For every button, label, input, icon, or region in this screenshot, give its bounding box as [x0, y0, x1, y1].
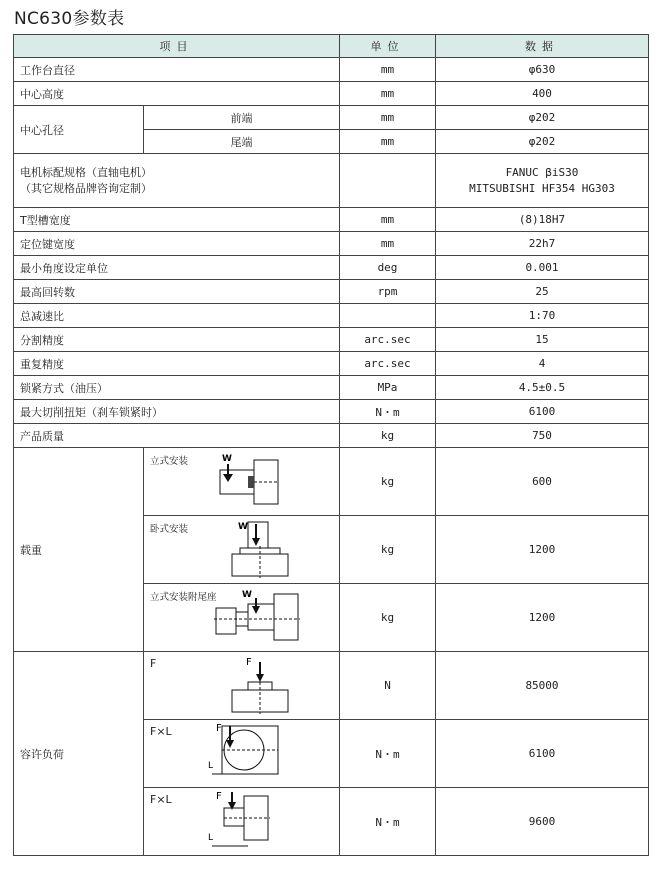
- load-unit: kg: [340, 584, 436, 652]
- force-label: F: [246, 657, 252, 668]
- motor-label-line2: （其它规格品牌咨询定制）: [20, 181, 152, 195]
- header-item: 项目: [14, 35, 340, 58]
- load-unit: kg: [340, 448, 436, 516]
- row-label: 最高回转数: [14, 280, 340, 304]
- row-unit: arc.sec: [340, 328, 436, 352]
- allow-unit: N・m: [340, 720, 436, 788]
- bore-rear-label: 尾端: [144, 130, 340, 154]
- axial-load-diagram: [228, 654, 298, 716]
- table-row: [14, 280, 649, 304]
- row-unit: mm: [340, 82, 436, 106]
- row-value: 25: [436, 280, 649, 304]
- allow-mode-label: F×L: [150, 793, 172, 806]
- bore-label: 中心孔径: [14, 106, 144, 154]
- row-label: 锁紧方式（油压）: [14, 376, 340, 400]
- vertical-mount-diagram: [212, 450, 282, 506]
- force-label: F: [216, 723, 222, 734]
- row-value: 0.001: [436, 256, 649, 280]
- table-row: [14, 232, 649, 256]
- table-row: [14, 400, 649, 424]
- bore-rear-unit: mm: [340, 130, 436, 154]
- allow-diagram-moment-1: [144, 720, 340, 788]
- row-label: 分割精度: [14, 328, 340, 352]
- load-diagram-vertical: [144, 448, 340, 516]
- force-label: W: [222, 454, 232, 464]
- allow-mode-label: F: [150, 657, 157, 670]
- load-row: [14, 448, 649, 516]
- row-unit: deg: [340, 256, 436, 280]
- row-unit: rpm: [340, 280, 436, 304]
- row-label: T型槽宽度: [14, 208, 340, 232]
- table-row: [14, 376, 649, 400]
- horizontal-mount-diagram: [228, 518, 298, 580]
- allow-row: [14, 652, 649, 720]
- table-row: [14, 304, 649, 328]
- load-label: 载重: [14, 448, 144, 652]
- load-mode-label: 卧式安装: [150, 524, 189, 535]
- allow-unit: N・m: [340, 788, 436, 856]
- allow-diagram-moment-2: [144, 788, 340, 856]
- moment-load-diagram-2: [208, 788, 288, 852]
- table-row: [14, 82, 649, 106]
- row-value: 6100: [436, 400, 649, 424]
- row-label: 总减速比: [14, 304, 340, 328]
- load-value: 1200: [436, 516, 649, 584]
- row-label: 中心高度: [14, 82, 340, 106]
- force-label: F: [216, 791, 222, 802]
- row-label: 定位键宽度: [14, 232, 340, 256]
- force-label: W: [238, 522, 248, 532]
- row-label: 最大切削扭矩（刹车锁紧时）: [14, 400, 340, 424]
- dimension-label: L: [208, 833, 214, 843]
- motor-label: [14, 154, 340, 208]
- row-value: 400: [436, 82, 649, 106]
- row-unit: [340, 304, 436, 328]
- load-unit: kg: [340, 516, 436, 584]
- motor-value-line2: MITSUBISHI HF354 HG303: [469, 181, 615, 195]
- motor-value: [436, 154, 649, 208]
- load-diagram-horizontal: [144, 516, 340, 584]
- table-row: [14, 424, 649, 448]
- row-unit: MPa: [340, 376, 436, 400]
- allow-value: 9600: [436, 788, 649, 856]
- load-mode-label: 立式安装: [150, 456, 189, 467]
- motor-value-line1: FANUC βiS30: [505, 165, 579, 179]
- row-label: 产品质量: [14, 424, 340, 448]
- table-row: [14, 328, 649, 352]
- allow-mode-label: F×L: [150, 725, 172, 738]
- moment-load-diagram: [208, 720, 288, 784]
- row-label: 最小角度设定单位: [14, 256, 340, 280]
- tailstock-mount-diagram: [212, 586, 302, 644]
- row-value: 15: [436, 328, 649, 352]
- table-row: [14, 106, 649, 130]
- row-value: 4: [436, 352, 649, 376]
- dimension-label: L: [208, 761, 214, 771]
- header-data: 数据: [436, 35, 649, 58]
- allow-diagram-axial: [144, 652, 340, 720]
- force-label: W: [242, 590, 252, 600]
- row-unit: mm: [340, 58, 436, 82]
- row-unit: mm: [340, 208, 436, 232]
- table-row: [14, 58, 649, 82]
- allow-value: 6100: [436, 720, 649, 788]
- bore-rear-value: φ202: [436, 130, 649, 154]
- row-value: (8)18H7: [436, 208, 649, 232]
- row-value: 4.5±0.5: [436, 376, 649, 400]
- load-value: 1200: [436, 584, 649, 652]
- table-row: [14, 352, 649, 376]
- bore-front-unit: mm: [340, 106, 436, 130]
- row-unit: mm: [340, 232, 436, 256]
- table-row: [14, 256, 649, 280]
- load-mode-label: 立式安装附尾座: [150, 592, 217, 603]
- allow-unit: N: [340, 652, 436, 720]
- table-row: [14, 208, 649, 232]
- row-value: 1:70: [436, 304, 649, 328]
- allow-value: 85000: [436, 652, 649, 720]
- row-value: 750: [436, 424, 649, 448]
- load-value: 600: [436, 448, 649, 516]
- load-diagram-tailstock: [144, 584, 340, 652]
- allow-label: 容许负荷: [14, 652, 144, 856]
- bore-front-label: 前端: [144, 106, 340, 130]
- spec-table: [13, 34, 649, 856]
- row-unit: kg: [340, 424, 436, 448]
- row-unit: N・m: [340, 400, 436, 424]
- motor-unit: [340, 154, 436, 208]
- table-row: [14, 154, 649, 208]
- row-label: 重复精度: [14, 352, 340, 376]
- row-label: 工作台直径: [14, 58, 340, 82]
- row-value: 22h7: [436, 232, 649, 256]
- motor-label-line1: 电机标配规格（直轴电机）: [20, 165, 152, 179]
- row-value: φ630: [436, 58, 649, 82]
- header-unit: 单位: [340, 35, 436, 58]
- header-row: [14, 35, 649, 58]
- page-title: NC630参数表: [14, 9, 125, 29]
- bore-front-value: φ202: [436, 106, 649, 130]
- row-unit: arc.sec: [340, 352, 436, 376]
